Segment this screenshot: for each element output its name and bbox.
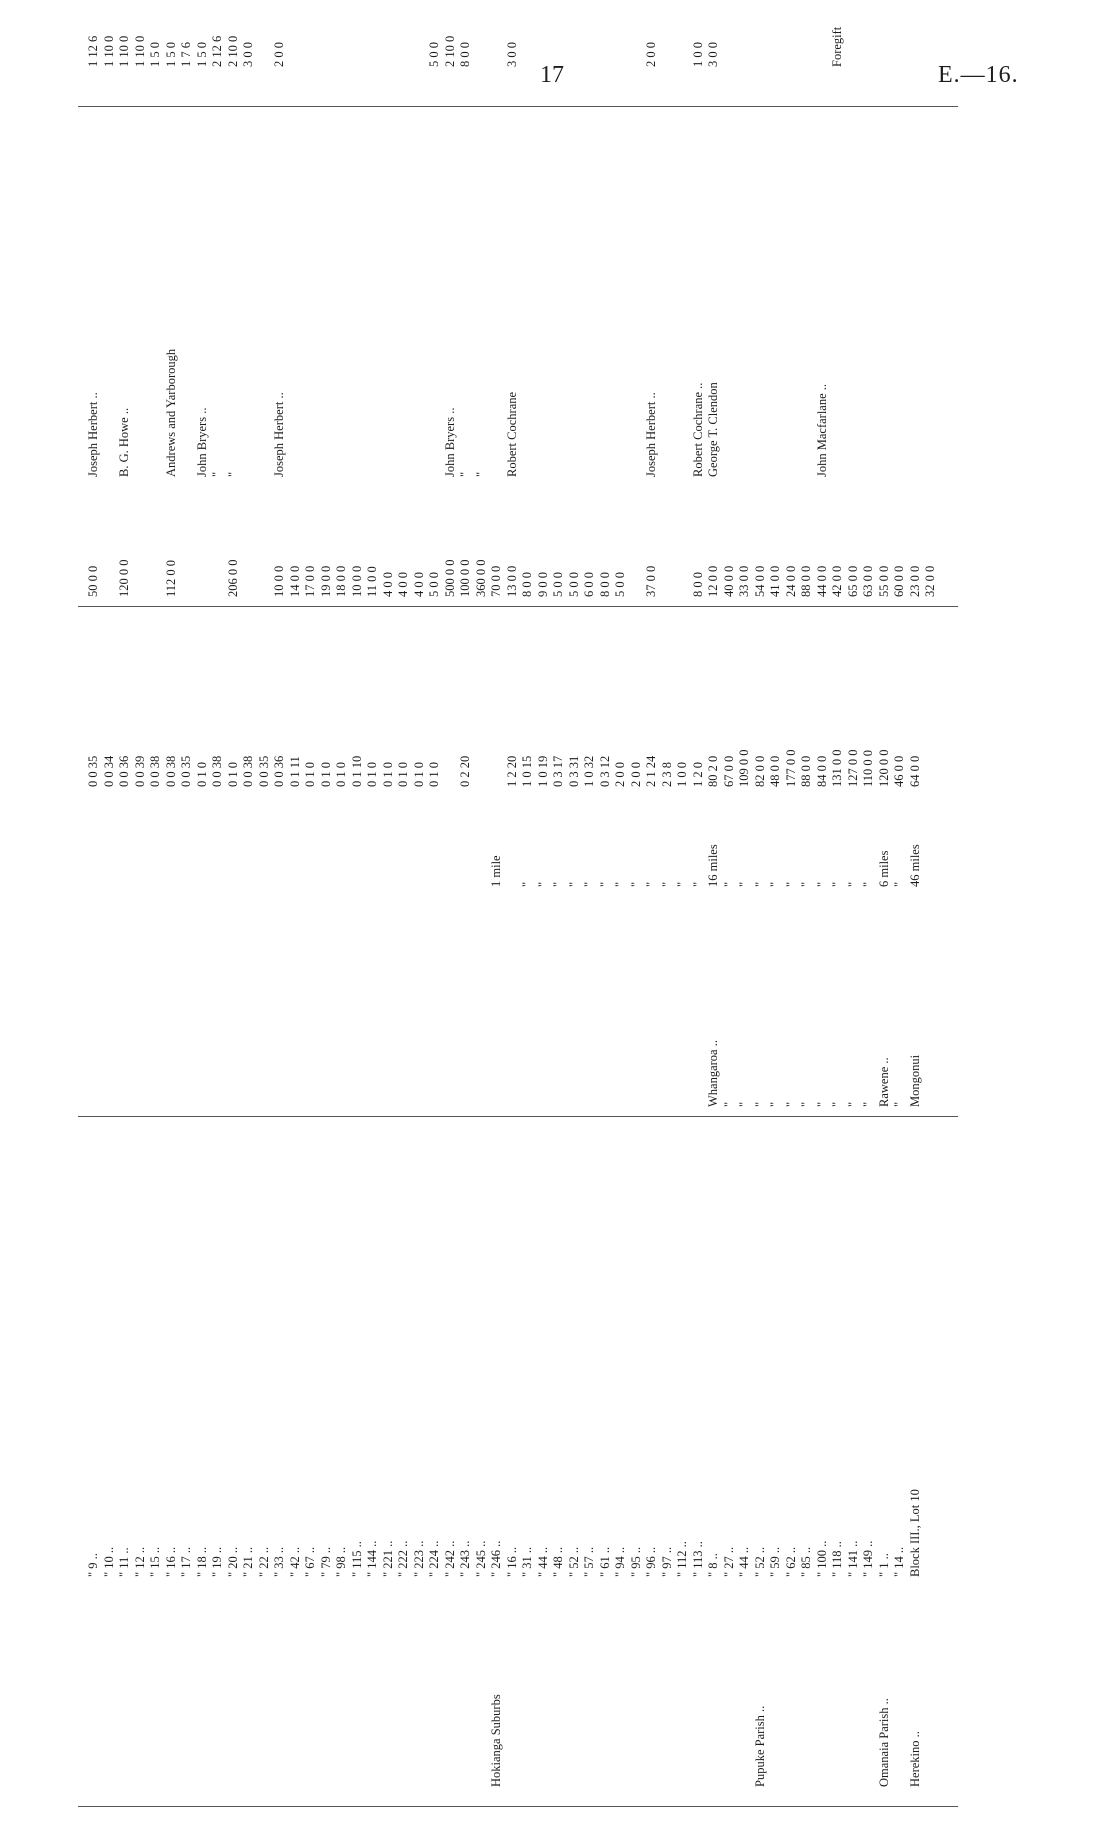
table-row [442,35,457,1807]
cell-section: " 19 .. [210,1546,224,1577]
cell-section: " 221 .. [380,1540,395,1577]
cell-area: 64 0 0 [907,755,922,787]
cell-parish: Herekino .. [907,1731,922,1787]
cell-area: 2 0 0 [613,762,627,787]
table-row [458,42,472,1807]
cell-area: 1 0 0 [675,762,689,787]
cell-section: " 97 .. [659,1546,674,1577]
cell-term: 3 0 0 [504,42,519,67]
cell-area: 80 2 0 [706,755,720,787]
cell-term: 2 10 0 [442,35,457,67]
cell-area: 0 1 0 [380,762,395,787]
cell-area: 0 0 34 [101,755,116,787]
cell-section: " 15 .. [148,1546,162,1577]
cell-term: 1 0 0 [690,42,705,67]
cell-rent: 9 0 0 [535,572,550,597]
cell-section: " 57 .. [582,1546,596,1577]
cell-term: 8 0 0 [458,42,472,67]
cell-rent: 19 0 0 [318,565,333,597]
cell-section: " 21 .. [241,1546,255,1577]
cell-term: 1 5 0 [163,42,178,67]
cell-term: 1 5 0 [148,42,162,67]
cell-rent: 100 0 0 [458,559,472,597]
column-rule [78,106,958,107]
table-row [257,107,271,1807]
cell-section: " 85 .. [799,1546,813,1577]
cell-rent: 5 0 0 [613,572,627,597]
cell-town: " [783,1101,798,1107]
cell-area: 0 1 0 [365,762,379,787]
cell-section: " 10 .. [101,1546,116,1577]
cell-section: " 98 .. [334,1546,348,1577]
table-row [520,107,534,1807]
column-rule [78,1806,958,1807]
cell-rent: 55 0 0 [876,565,891,597]
cell-section: " 100 .. [814,1540,829,1577]
table-row [101,35,116,1807]
cell-area: 110 0 0 [861,749,875,787]
table-row [799,107,813,1807]
cell-rent: 88 0 0 [799,565,813,597]
cell-area: 131 0 0 [830,749,844,787]
cell-rent: 42 0 0 [830,565,844,597]
table-row [830,26,844,1807]
cell-rent: 8 0 0 [690,572,705,597]
table-row [474,107,488,1807]
cell-section: " 115 .. [349,1541,364,1577]
cell-section: " 59 .. [768,1546,782,1577]
cell-dist: " [644,881,658,887]
table-row [660,107,674,1807]
cell-section: " 31 .. [520,1546,534,1577]
cell-area: 0 0 35 [86,755,100,787]
cell-section: " 52 .. [752,1546,767,1577]
cell-rent: 112 0 0 [163,559,178,597]
table-row [598,107,612,1807]
cell-rent: 13 0 0 [504,565,519,597]
cell-parish: Pupuke Parish .. [752,1705,767,1787]
cell-section: " 243 .. [458,1540,472,1577]
cell-area: 0 0 38 [148,755,162,787]
cell-dist: " [613,881,627,887]
cell-lessee: Joseph Herbert .. [86,392,100,477]
cell-section: " 79 .. [318,1546,333,1577]
table-row [365,107,379,1807]
cell-section: " 16 .. [163,1546,178,1577]
cell-town: Rawene .. [876,1057,891,1107]
cell-section: " 96 .. [644,1546,658,1577]
cell-area: 0 0 38 [163,755,178,787]
cell-rent: 10 0 0 [349,565,364,597]
cell-area: 0 3 12 [597,755,612,787]
cell-section: " 17 .. [179,1546,193,1577]
cell-section: " 20 .. [225,1546,240,1577]
cell-rent: 60 0 0 [892,565,906,597]
table-row [86,35,100,1807]
cell-area: 0 1 0 [396,762,410,787]
cell-area: 0 2 20 [458,755,472,787]
table-row [489,107,503,1807]
cell-rent: 10 0 0 [272,565,286,597]
cell-rent: 14 0 0 [287,565,302,597]
cell-rent: 18 0 0 [334,565,348,597]
cell-area: 0 1 11 [287,756,302,787]
cell-section: " 94 .. [613,1546,627,1577]
cell-rent: 65 0 0 [845,565,860,597]
cell-town: " [892,1101,906,1107]
table-row [892,107,906,1807]
cell-area: 48 0 0 [768,755,782,787]
cell-dist: " [783,881,798,887]
cell-town: Whangaroa .. [706,1040,720,1107]
cell-area: 46 0 0 [892,755,906,787]
cell-rent: 24 0 0 [783,565,798,597]
cell-area: 2 3 8 [659,762,674,787]
cell-rent: 50 0 0 [86,565,100,597]
cell-lessee: " [458,471,472,477]
table-row [536,107,550,1807]
cell-rent: 44 0 0 [814,565,829,597]
cell-lessee: Joseph Herbert .. [644,392,658,477]
cell-rent: 32 0 0 [923,565,937,597]
cell-section: " 11 .. [117,1547,131,1577]
cell-rent: 6 0 0 [582,572,596,597]
cell-area: 84 0 0 [814,755,829,787]
table-row [613,107,627,1807]
cell-rent: 63 0 0 [861,565,875,597]
table-row [381,107,395,1807]
cell-term: 3 0 0 [241,42,255,67]
cell-town: " [814,1101,829,1107]
cell-area: 0 0 38 [241,755,255,787]
cell-term: 2 0 0 [644,42,658,67]
cell-rent: 5 0 0 [551,572,565,597]
cell-lessee: John Macfarlane .. [814,383,829,477]
cell-section: Block III., Lot 10 [907,1489,922,1577]
cell-section: " 246 .. [489,1540,503,1577]
cell-area: 0 0 35 [256,755,271,787]
cell-area: 0 3 17 [551,755,565,787]
cell-dist: " [752,881,767,887]
cell-dist: " [628,881,643,887]
cell-area: 0 0 38 [210,755,224,787]
cell-lessee: Andrews and Yarborough [163,348,178,477]
cell-rent: 5 0 0 [427,572,441,597]
cell-rent: 33 0 0 [737,565,751,597]
table-row [815,107,829,1807]
cell-rent: 4 0 0 [411,572,426,597]
cell-section: " 242 .. [442,1540,457,1577]
table-row [210,35,224,1807]
cell-lessee: George T. Clendon [706,382,720,477]
table-row [567,107,581,1807]
cell-rent: 360 0 0 [473,559,488,597]
cell-dist: " [721,881,736,887]
table-row [706,42,720,1807]
table-row [504,42,519,1807]
cell-area: 177 0 0 [783,749,798,787]
cell-dist: " [675,881,689,887]
cell-section: " 18 .. [194,1546,209,1577]
cell-lessee: " [473,471,488,477]
table-row [784,107,798,1807]
cell-rent: 120 0 0 [117,559,131,597]
cell-dist: " [768,881,782,887]
cell-section: " 62 .. [783,1546,798,1577]
cell-area: 0 0 39 [132,755,147,787]
cell-dist: " [520,881,534,887]
cell-section: " 223 .. [411,1540,426,1577]
table-row [768,107,782,1807]
report-reference: E.—16. [938,62,1019,88]
cell-town: Mongonui [907,1054,922,1107]
cell-dist: " [830,881,844,887]
table-row [551,107,565,1807]
table-row [722,107,736,1807]
cell-lessee: John Bryers .. [194,407,209,477]
table-row [334,107,348,1807]
cell-area: 1 0 15 [520,755,534,787]
cell-rent: 11 0 0 [365,566,379,597]
cell-section: " 222 .. [396,1540,410,1577]
cell-area: 0 0 36 [117,755,131,787]
table-row [272,42,286,1807]
cell-rent: 40 0 0 [721,565,736,597]
table-row [908,107,922,1807]
cell-term: 1 10 0 [101,35,116,67]
cell-dist: " [566,881,581,887]
cell-area: 1 0 19 [535,755,550,787]
cell-area: 0 1 0 [318,762,333,787]
cell-dist: " [551,881,565,887]
cell-area: 0 1 0 [194,762,209,787]
table-row [350,107,364,1807]
table-row [132,35,147,1807]
cell-lessee: Joseph Herbert .. [272,392,286,477]
page-number: 17 [540,62,564,88]
cell-town: " [768,1101,782,1107]
cell-rent: 12 0 0 [706,565,720,597]
cell-section: " 95 .. [628,1546,643,1577]
cell-area: 2 0 0 [628,762,643,787]
cell-town: " [737,1101,751,1107]
table-row [846,107,860,1807]
table-row [179,42,193,1807]
cell-area: 0 1 0 [427,762,441,787]
table-row [412,107,426,1807]
cell-term: 1 7 6 [179,42,193,67]
table-row [396,107,410,1807]
cell-rent: 4 0 0 [396,572,410,597]
table-row [675,107,689,1807]
table-row [163,42,178,1807]
cell-dist: " [845,881,860,887]
cell-section: " 48 .. [551,1546,565,1577]
cell-town: " [752,1101,767,1107]
cell-dist: 46 miles [907,844,922,887]
cell-area: 88 0 0 [799,755,813,787]
cell-section: " 149 .. [861,1540,875,1577]
column-rule [78,1116,958,1117]
cell-dist: 6 miles [876,850,891,887]
cell-area: 0 1 0 [334,762,348,787]
cell-parish: Hokianga Suburbs [489,1694,503,1787]
cell-section: " 112 .. [675,1541,689,1577]
column-rule [78,606,958,607]
cell-lessee: " [210,471,224,477]
cell-dist: " [814,881,829,887]
cell-area: 1 2 0 [690,762,705,787]
cell-section: " 67 .. [303,1546,317,1577]
cell-area: 0 3 31 [566,755,581,787]
cell-town: " [721,1101,736,1107]
cell-section: " 8 .. [706,1553,720,1577]
cell-section: " 14 .. [892,1546,906,1577]
cell-area: 0 1 10 [349,755,364,787]
table-row [877,107,891,1807]
cell-rent: 8 0 0 [520,572,534,597]
cell-section: " 12 .. [132,1546,147,1577]
cell-section: " 141 .. [845,1540,860,1577]
cell-area: 109 0 0 [737,749,751,787]
table-row [753,107,767,1807]
table-row [241,42,255,1807]
cell-rent: 206 0 0 [225,559,240,597]
cell-rent: 5 0 0 [566,572,581,597]
cell-section: " 16 .. [504,1546,519,1577]
cell-area: 0 1 0 [225,762,240,787]
table-row [737,107,751,1807]
cell-dist: " [582,881,596,887]
cell-dist: 16 miles [706,844,720,887]
cell-area: 0 0 36 [272,755,286,787]
cell-section: " 1 .. [876,1553,891,1577]
cell-lessee: Robert Cochrane [504,391,519,477]
cell-parish: Omanaia Parish .. [876,1698,891,1787]
table-row [303,107,317,1807]
cell-town: " [799,1101,813,1107]
cell-term: 1 12 6 [86,35,100,67]
table-row [644,42,658,1807]
cell-section: " 52 .. [566,1546,581,1577]
cell-section: " 27 .. [721,1546,736,1577]
cell-section: " 42 .. [287,1546,302,1577]
cell-area: 120 0 0 [876,749,891,787]
cell-term: 1 10 0 [132,35,147,67]
cell-lessee: John Bryers .. [442,407,457,477]
cell-dist: " [690,881,705,887]
table-row [225,35,240,1807]
table-row [288,107,302,1807]
cell-section: " 44 .. [737,1546,751,1577]
cell-rent: 37 0 0 [644,565,658,597]
cell-dist: " [892,881,906,887]
cell-rent: 41 0 0 [768,565,782,597]
cell-section: " 144 .. [365,1540,379,1577]
cell-section: " 113 .. [690,1541,705,1577]
cell-section: " 33 .. [272,1546,286,1577]
cell-term: Foregift [830,26,844,67]
cell-term: 2 0 0 [272,42,286,67]
cell-term: 1 10 0 [117,35,131,67]
cell-dist: " [799,881,813,887]
table-row [861,107,875,1807]
cell-rent: 54 0 0 [752,565,767,597]
cell-term: 3 0 0 [706,42,720,67]
cell-rent: 17 0 0 [303,565,317,597]
cell-rent: 4 0 0 [380,572,395,597]
cell-rent: 70 0 0 [489,565,503,597]
cell-dist: " [861,881,875,887]
cell-term: 2 10 0 [225,35,240,67]
table-row [427,42,441,1807]
cell-lessee: B. G. Howe .. [117,407,131,477]
cell-term: 1 5 0 [194,42,209,67]
cell-town: " [830,1101,844,1107]
cell-dist: 1 mile [489,855,503,887]
cell-term: 5 0 0 [427,42,441,67]
cell-area: 82 0 0 [752,755,767,787]
cell-section: " 61 .. [597,1546,612,1577]
cell-dist: " [659,881,674,887]
table-row [319,107,333,1807]
cell-area: 2 1 24 [644,755,658,787]
cell-area: 0 1 0 [303,762,317,787]
table-row [629,107,643,1807]
cell-section: " 22 .. [256,1546,271,1577]
cell-lessee: " [225,471,240,477]
table-row [117,35,131,1807]
cell-section: " 9 .. [86,1553,100,1577]
cell-section: " 224 .. [427,1540,441,1577]
cell-section: " 44 .. [535,1546,550,1577]
cell-dist: " [597,881,612,887]
cell-lessee: Robert Cochrane .. [690,382,705,477]
cell-section: " 118 .. [830,1541,844,1577]
cell-dist: " [535,881,550,887]
cell-area: 1 0 32 [582,755,596,787]
cell-area: 0 1 0 [411,762,426,787]
cell-area: 127 0 0 [845,749,860,787]
table-row [923,107,937,1807]
cell-rent: 500 0 0 [442,559,457,597]
cell-area: 0 0 35 [179,755,193,787]
cell-dist: " [737,881,751,887]
table-row [690,42,705,1807]
cell-town: " [845,1101,860,1107]
cell-rent: 23 0 0 [907,565,922,597]
table-row [582,107,596,1807]
cell-area: 67 0 0 [721,755,736,787]
cell-town: " [861,1101,875,1107]
cell-term: 2 12 6 [210,35,224,67]
cell-rent: 8 0 0 [597,572,612,597]
table-row [194,42,209,1807]
table-row [148,42,162,1807]
cell-area: 1 2 20 [504,755,519,787]
cell-section: " 245 .. [473,1540,488,1577]
